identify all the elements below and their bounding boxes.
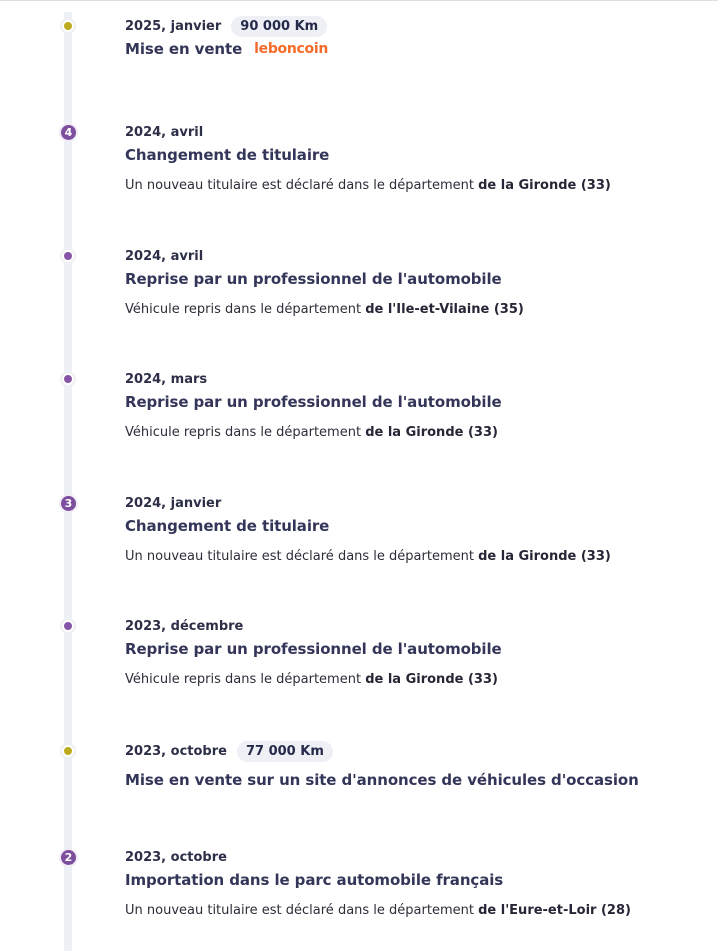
event-title: Mise en vente sur un site d'annonces de véhicules d'occasion: [125, 771, 639, 789]
event-date: 2024, janvier: [125, 495, 222, 511]
event-description: [125, 425, 498, 440]
event-description: [125, 302, 524, 317]
department-label: de la Gironde (33): [365, 425, 498, 440]
description-text: Un nouveau titulaire est déclaré dans le département: [125, 549, 479, 564]
owner-number-badge: 3: [59, 494, 78, 513]
event-dot-icon: [62, 373, 74, 385]
department-label: de la Gironde (33): [478, 549, 611, 564]
event-date: 2023, décembre: [125, 618, 244, 634]
top-divider: [0, 0, 718, 1]
event-description: [125, 903, 631, 918]
event-title: Changement de titulaire: [125, 146, 330, 164]
event-title: Mise en vente: [125, 40, 243, 58]
event-dot-icon: [62, 620, 74, 632]
event-title: Reprise par un professionnel de l'automobile: [125, 270, 502, 288]
event-title: Reprise par un professionnel de l'automobile: [125, 393, 502, 411]
event-date: 2023, octobre: [125, 743, 227, 759]
description-text: Véhicule repris dans le département: [125, 672, 366, 687]
event-title: Reprise par un professionnel de l'automobile: [125, 640, 502, 658]
mileage-badge: 90 000 Km: [231, 16, 327, 37]
department-label: de l'Ile-et-Vilaine (35): [365, 302, 524, 317]
event-date: 2025, janvier: [125, 18, 222, 34]
event-date: 2024, avril: [125, 124, 204, 140]
event-description: [125, 178, 611, 193]
event-description: [125, 672, 498, 687]
event-title: Importation dans le parc automobile français: [125, 871, 504, 889]
description-text: Un nouveau titulaire est déclaré dans le département: [125, 903, 479, 918]
department-label: de l'Eure-et-Loir (28): [478, 903, 631, 918]
event-date: 2024, avril: [125, 248, 204, 264]
event-date: 2023, octobre: [125, 849, 227, 865]
sale-dot-icon: [62, 20, 74, 32]
description-text: Un nouveau titulaire est déclaré dans le département: [125, 178, 479, 193]
sale-dot-icon: [62, 745, 74, 757]
timeline-rail: [64, 12, 72, 951]
department-label: de la Gironde (33): [365, 672, 498, 687]
description-text: Véhicule repris dans le département: [125, 425, 366, 440]
event-title: Changement de titulaire: [125, 517, 330, 535]
mileage-badge: 77 000 Km: [237, 741, 333, 762]
event-description: [125, 549, 611, 564]
event-dot-icon: [62, 250, 74, 262]
department-label: de la Gironde (33): [478, 178, 611, 193]
owner-number-badge: 2: [59, 848, 78, 867]
leboncoin-logo[interactable]: leboncoin: [254, 41, 329, 57]
event-date: 2024, mars: [125, 371, 208, 387]
description-text: Véhicule repris dans le département: [125, 302, 366, 317]
owner-number-badge: 4: [59, 123, 78, 142]
